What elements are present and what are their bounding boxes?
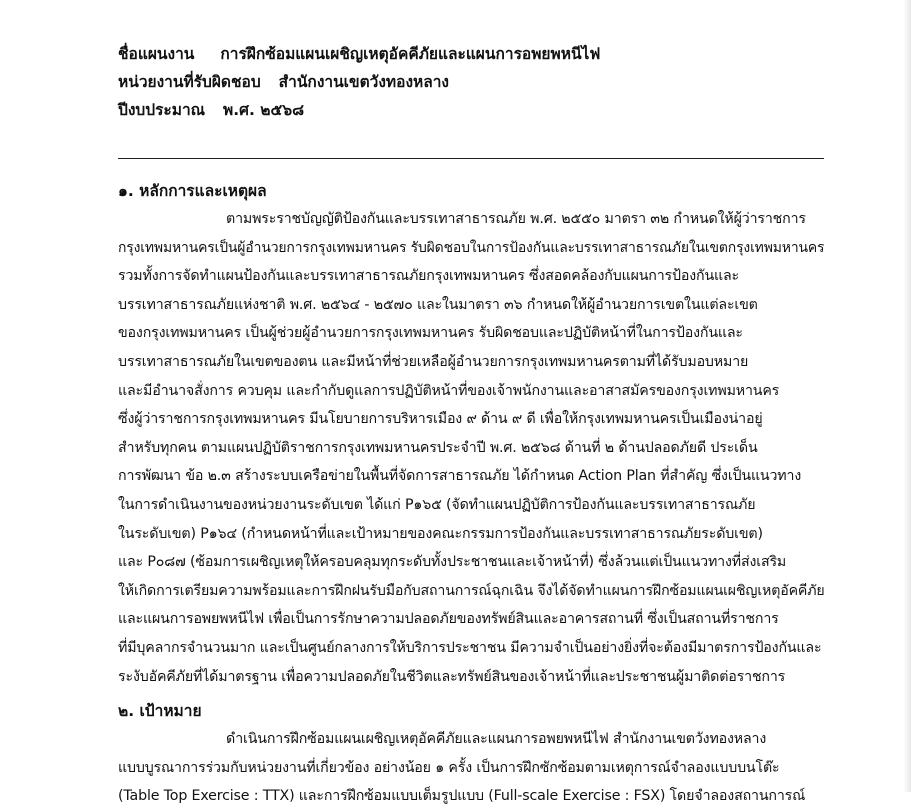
paragraph-line: ของกรุงเทพมหานคร เป็นผู้ช่วยผู้อำนวยการกรุงเทพมหานคร รับผิดชอบและปฏิบัติหน้าที่ในการป้องกันและ xyxy=(118,325,743,342)
budget-year-row xyxy=(118,96,824,124)
rationale-paragraph xyxy=(118,205,824,691)
agency-value: สำนักงานเขตวังทองหลาง xyxy=(278,73,449,91)
plan-name-row xyxy=(118,40,824,68)
paragraph-line: ที่มีบุคลากรจำนวนมาก และเป็นศูนย์กลางการให้บริการประชาชน มีความจำเป็นอย่างยิ่งที่จะต้องมีมาตรการป้องกันและ xyxy=(118,639,822,656)
paragraph-line: การพัฒนา ข้อ ๒.๓ สร้างระบบเครือข่ายในพื้นที่จัดการสาธารณภัย ได้กำหนด Action Plan ที่สำคัญ ซึ่งเป็นแนวทาง xyxy=(118,468,802,485)
budget-year-label: ปีงบประมาณ xyxy=(118,101,206,119)
budget-year-value: พ.ศ. ๒๕๖๘ xyxy=(223,101,305,119)
paragraph-line: ดำเนินการฝึกซ้อมแผนเผชิญเหตุอัคคีภัยและแผนการอพยพหนีไฟ สำนักงานเขตวังทองหลาง xyxy=(226,731,767,748)
paragraph-line: และแผนการอพยพหนีไฟ เพื่อเป็นการรักษาความปลอดภัยของทรัพย์สินและอาคารสถานที่ ซึ่งเป็นสถานที่ราชการ xyxy=(118,611,779,628)
paragraph-line: สำหรับทุกคน ตามแผนปฏิบัติราชการกรุงเทพมหานครประจำปี พ.ศ. ๒๕๖๘ ด้านที่ ๒ ด้านปลอดภัยดี ประเด็น xyxy=(118,439,758,456)
paragraph-line: แบบบูรณาการร่วมกับหน่วยงานที่เกี่ยวข้อง อย่างน้อย ๑ ครั้ง เป็นการฝึกซักซ้อมตามเหตุการณ์จำลองแบบบนโต๊ะ xyxy=(118,759,780,776)
paragraph-line: ซึ่งผู้ว่าราชการกรุงเทพมหานคร มีนโยบายการบริหารเมือง ๙ ด้าน ๙ ดี เพื่อให้กรุงเทพมหานครเป็นเมืองน่าอยู่ xyxy=(118,411,763,428)
paragraph-line: ตามพระราชบัญญัติป้องกันและบรรเทาสาธารณภัย พ.ศ. ๒๕๕๐ มาตรา ๓๒ กำหนดให้ผู้ว่าราชการ xyxy=(226,211,806,227)
goals-paragraph xyxy=(118,725,824,811)
paragraph-line: ระงับอัคคีภัยที่ได้มาตรฐาน เพื่อความปลอดภัยในชีวิตและทรัพย์สินของเจ้าหน้าที่และประชาชนผู้มาติดต่อราชการ xyxy=(118,668,786,685)
plan-name-value: การฝึกซ้อมแผนเผชิญเหตุอัคคีภัยและแผนการอพยพหนีไฟ xyxy=(220,45,601,63)
plan-name-label: ชื่อแผนงาน xyxy=(118,45,195,63)
paragraph-line: บรรเทาสาธารณภัยในเขตของตน และมีหน้าที่ช่วยเหลือผู้อำนวยการกรุงเทพมหานครตามที่ได้รับมอบหมาย xyxy=(118,353,749,370)
agency-label: หน่วยงานที่รับผิดชอบ xyxy=(118,73,261,91)
paragraph-line: รวมทั้งการจัดทำแผนป้องกันและบรรเทาสาธารณภัยกรุงเทพมหานคร ซึ่งสอดคล้องกับแผนการป้องกันและ xyxy=(118,268,740,285)
section-heading-rationale: ๑. หลักการและเหตุผล xyxy=(118,182,267,200)
paragraph-line: ให้เกิดการเตรียมความพร้อมและการฝึกฝนรับมือกับสถานการณ์ฉุกเฉิน จึงได้จัดทำแผนการฝึกซ้อมแผนเผชิญเหตุอัคคีภัย xyxy=(118,582,825,599)
paragraph-line: กรุงเทพมหานครเป็นผู้อำนวยการกรุงเทพมหานคร รับผิดชอบในการป้องกันและบรรเทาสาธารณภัยในเขตกรุงเทพมหานคร xyxy=(118,239,825,256)
page-edge-shadow xyxy=(903,0,911,792)
paragraph-line: และ P๐๘๗ (ซ้อมการเผชิญเหตุให้ครอบคลุมทุกระดับทั้งประชาชนและเจ้าหน้าที่) ซึ่งล้วนแต่เป็นแนวทางที่ส่งเสริม xyxy=(118,554,787,571)
section-heading-goals: ๒. เป้าหมาย xyxy=(118,702,202,721)
header-divider xyxy=(118,158,824,159)
document-page xyxy=(118,40,824,811)
paragraph-line: ในระดับเขต) P๑๖๔ (กำหนดหน้าที่และเป้าหมายของคณะกรรมการป้องกันและบรรเทาสาธารณภัยระดับเขต) xyxy=(118,525,763,542)
paragraph-line: ในการดำเนินงานของหน่วยงานระดับเขต ได้แก่ P๑๖๕ (จัดทำแผนปฏิบัติการป้องกันและบรรเทาสาธารณภัย xyxy=(118,496,756,513)
paragraph-line: บรรเทาสาธารณภัยแห่งชาติ พ.ศ. ๒๕๖๔ - ๒๕๗๐ และในมาตรา ๓๖ กำหนดให้ผู้อำนวยการเขตในแต่ละเขต xyxy=(118,296,758,313)
paragraph-line: และมีอำนาจสั่งการ ควบคุม และกำกับดูแลการปฏิบัติหน้าที่ของเจ้าพนักงานและอาสาสมัครของกรุงเทพมหานคร xyxy=(118,382,780,399)
paragraph-line: (Table Top Exercise : TTX) และการฝึกซ้อมแบบเต็มรูปแบบ (Full-scale Exercise : FSX) โดยจำลองสถานการณ์ xyxy=(118,788,806,805)
agency-row xyxy=(118,68,824,96)
